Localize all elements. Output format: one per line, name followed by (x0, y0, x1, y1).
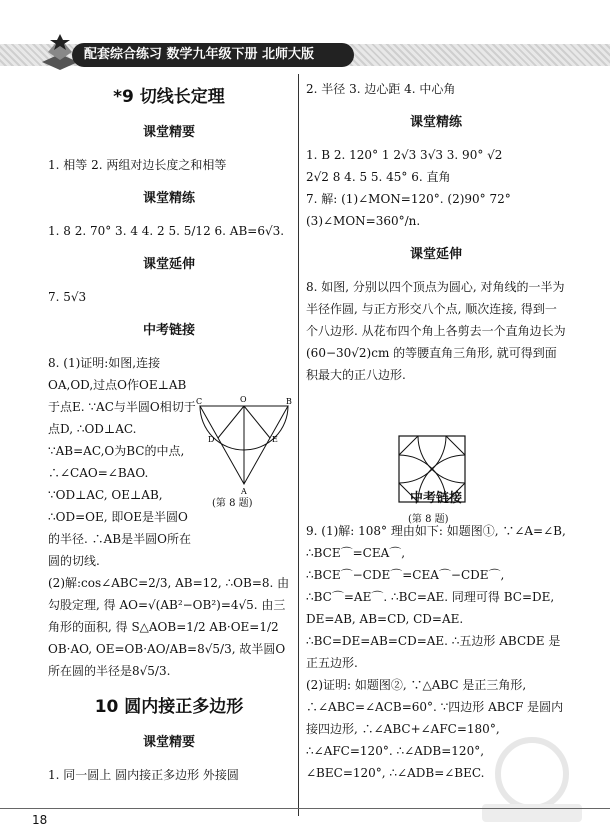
answers-extension: 7. 5√3 (48, 290, 87, 304)
heading-practice-right: 课堂精练 (409, 115, 462, 130)
octagon-figure-diagram (397, 434, 467, 504)
svg-text:A: A (241, 487, 247, 496)
svg-text:O: O (240, 395, 247, 404)
figure-8-caption: (第 8 题) (212, 498, 253, 509)
answers-top: 2. 半径 3. 边心距 4. 中心角 (306, 82, 456, 96)
page-footer (0, 808, 610, 831)
column-divider (298, 74, 299, 816)
figure-8-diagram (196, 394, 292, 504)
heading-exam-link-right: 中考链接 (409, 491, 462, 506)
svg-text:D: D (208, 435, 215, 444)
answers-practice: 1. 8 2. 70° 3. 4 4. 2 5. 5/12 6. AB=6√3. (48, 224, 285, 238)
svg-text:C: C (196, 397, 203, 406)
question-9-part2: (2)证明: 如题图②, ∵△ABC 是正三角形, ∴∠ABC=∠ACB=60°. ∵四边形 ABCF 是圆内接四边形, ∴∠ABC+∠AFC=180°, ∴∠AFC=120°. ∴∠ADB=120°, ∠BEC=120°, ∴∠ADB=∠BEC. (306, 678, 564, 780)
heading-extension: 课堂延伸 (142, 257, 195, 272)
answers-key-points: 1. 相等 2. 两组对边长度之和相等 (48, 158, 227, 172)
heading-practice: 课堂精练 (142, 191, 195, 206)
answers-key-points-2: 1. 同一圆上 圆内接正多边形 外接圆 (48, 768, 239, 782)
right-column (306, 78, 566, 784)
figure-8-right-caption: (第 8 题) (408, 514, 449, 525)
header-banner (0, 0, 610, 72)
svg-text:B: B (286, 397, 292, 406)
question-9-part1: 9. (1)解: 108° 理由如下: 如题图①, ∵∠A=∠B, ∴BCE⌒=CEA⌒, ∴BCE⌒−CDE⌒=CEA⌒−CDE⌒, ∴BC⌒=AE⌒. ∴BC=AE. 同理可得 BC=DE, DE=AB, AB=CD, CD=AE. ∴BC=DE=AB=CD=AE. ∴五边形 ABCDE 是正五边形. (306, 524, 566, 670)
question-8-part1: 8. (1)证明:如图,连接OA,OD,过点O作OE⊥AB于点E. ∵AC与半圆O相切于点D, ∴OD⊥AC. ∵AB=AC,O为BC的中点, ∴∠CAO=∠BAO. ∵OD⊥AC, OE⊥AB, ∴OD=OE, 即OE是半圆O的半径. ∴AB是半圆O所在圆的切线. (48, 356, 196, 568)
heading-exam-link: 中考链接 (142, 323, 195, 338)
heading-key-points-2: 课堂精要 (142, 735, 195, 750)
section-title: *9 切线长定理 (113, 87, 225, 107)
answers-d: (3)∠MON=360°/n. (306, 214, 421, 228)
section2-title: 10 圆内接正多边形 (94, 697, 244, 717)
question-8-right: 8. 如图, 分别以四个顶点为圆心, 对角线的一半为半径作圆, 与正方形交八个点, 顺次连接, 得到一个八边形. 从花布四个角上各剪去一个直角边长为(60−30√2)cm 的等腰直角三角形, 就可得到面积最大的正八边形. (306, 280, 566, 382)
svg-text:E: E (272, 435, 278, 444)
answers-b: 2√2 8 4. 5 5. 45° 6. 直角 (306, 170, 451, 184)
answers-a: 1. B 2. 120° 1 2√3 3√3 3. 90° √2 (306, 148, 503, 162)
heading-extension-right: 课堂延伸 (409, 247, 462, 262)
heading-key-points: 课堂精要 (142, 125, 195, 140)
question-8-part2: (2)解:cos∠ABC=2/3, AB=12, ∴OB=8. 由勾股定理, 得 AO=√(AB²−OB²)=4√5. 由三角形的面积, 得 S△AOB=1/2 AB·OE=1/2 OB·AO, OE=OB·AO/AB=8√5/3, 故半圆O所在圆的半径是8√5/3. (48, 576, 290, 678)
answers-c: 7. 解: (1)∠MON=120°. (2)90° 72° (306, 192, 511, 206)
banner-title: 配套综合练习 数学九年级下册 北师大版 (72, 43, 354, 67)
page-number: 18 (32, 813, 48, 827)
